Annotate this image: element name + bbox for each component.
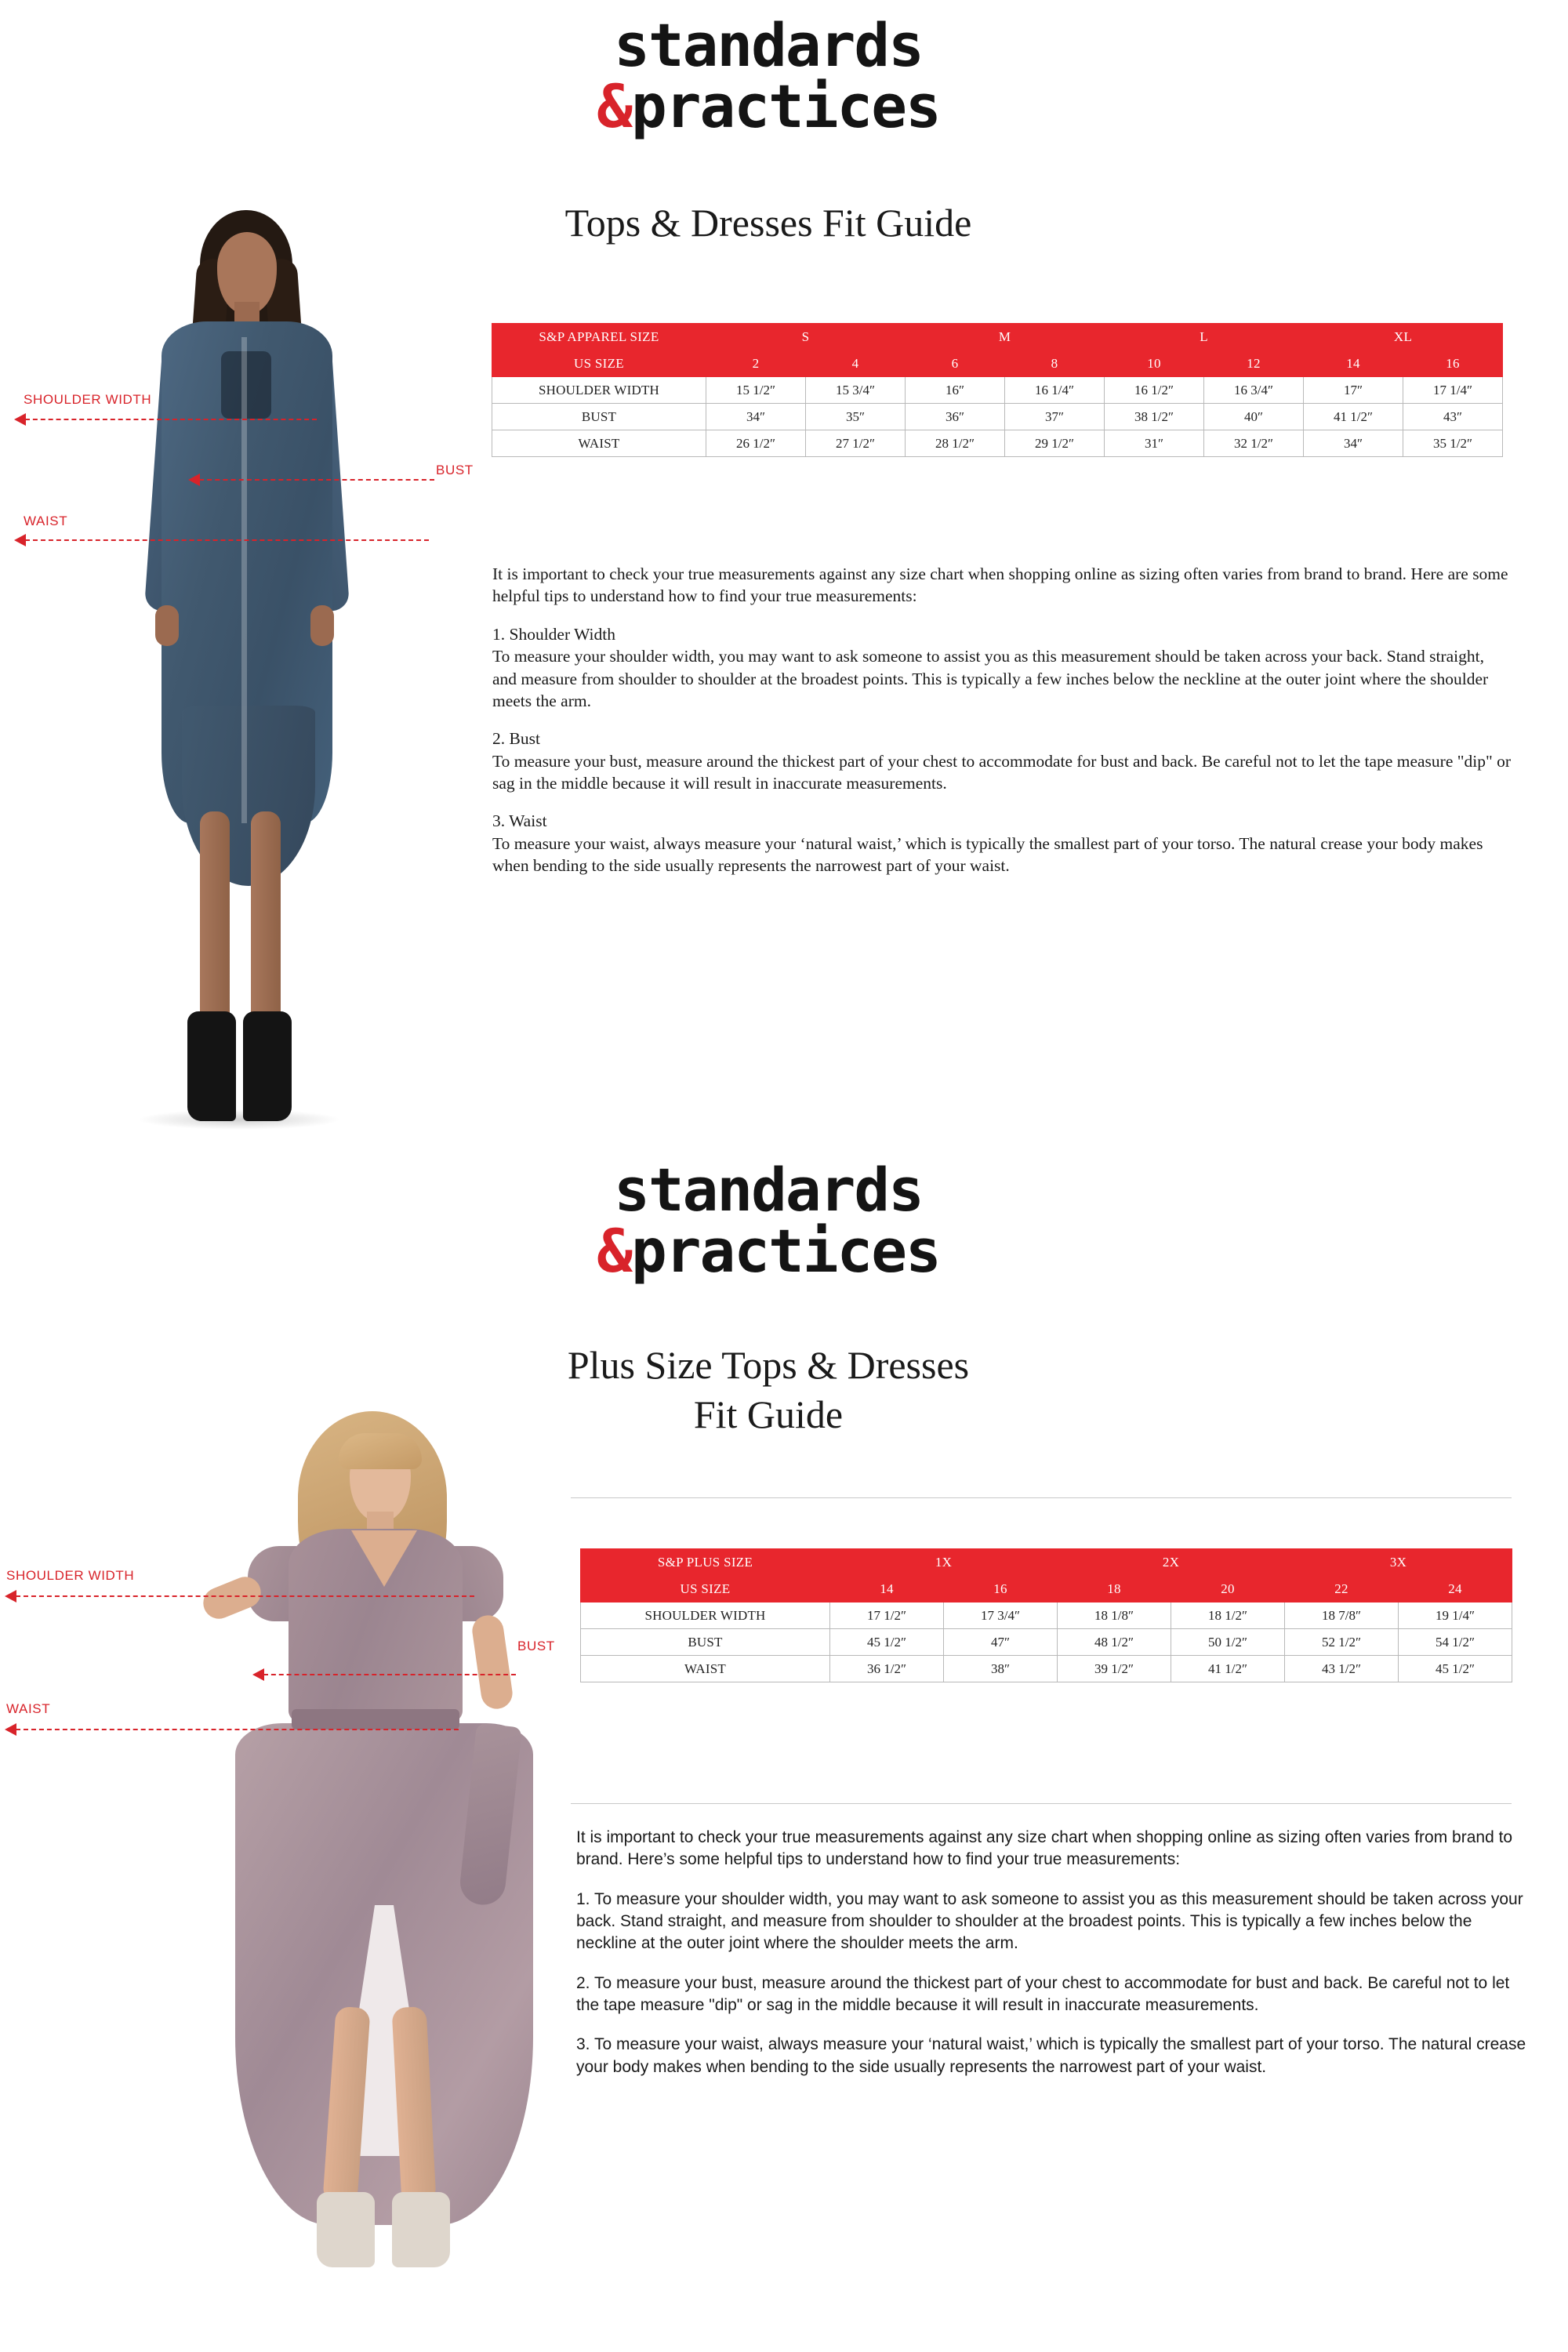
cell-shoulder-1: 15 3/4″ [806,377,906,404]
plus-us-size-20: 20 [1171,1576,1285,1602]
cell-shoulder-4: 16 1/2″ [1105,377,1204,404]
cell-bust-3: 37″ [1005,404,1105,430]
table-row-plus-waist [581,1656,1512,1682]
model2-left-shoe [317,2192,375,2267]
annotation-arrow-shoulder-2 [5,1590,16,1602]
header-size-m: M [906,324,1105,350]
plus-us-size-18: 18 [1058,1576,1171,1602]
header-size-3x: 3X [1285,1549,1512,1576]
header-us-size: US SIZE [492,350,706,377]
model2-right-arm [470,1613,514,1711]
section2-divider-top [571,1497,1512,1498]
annotation-bust-2: BUST [517,1639,555,1653]
section2-title-line1: Plus Size Tops & Dresses [567,1343,970,1387]
cell-bust-5: 40″ [1204,404,1304,430]
annotation-waist-1: WAIST [24,514,68,528]
cell-shoulder-3: 16 1/4″ [1005,377,1105,404]
brand-logo-line2-bottom [486,1216,1051,1286]
cell-waist-1: 27 1/2″ [806,430,906,457]
row-label-plus-bust: BUST [581,1629,830,1656]
model2-right-shoe [392,2192,450,2267]
row-label-bust: BUST [492,404,706,430]
section2-divider-bottom [571,1803,1512,1804]
annotation-waist-2: WAIST [6,1701,51,1716]
plus-cell-waist-4: 43 1/2″ [1285,1656,1399,1682]
plus-cell-shoulder-0: 17 1/2″ [830,1602,944,1629]
section1-tip1-body: To measure your shoulder width, you may want to ask someone to assist you as this measurement should be taken across your back. Stand straight, and measure from shoulder to shoulder at the broadest points. This is typically a few inches below the neckline at the outer joint where the shoulder meets the arm. [492,647,1489,710]
cell-shoulder-7: 17 1/4″ [1403,377,1503,404]
plus-cell-waist-1: 38″ [944,1656,1058,1682]
cell-bust-1: 35″ [806,404,906,430]
table-row-bust [492,404,1503,430]
cell-waist-2: 28 1/2″ [906,430,1005,457]
cell-waist-7: 35 1/2″ [1403,430,1503,457]
model2-waist-belt [292,1709,459,1730]
cell-shoulder-2: 16″ [906,377,1005,404]
cell-waist-0: 26 1/2″ [706,430,806,457]
section1-intro: It is important to check your true measurements against any size chart when shopping online as sizing often varies from brand to brand. Here are some helpful tips to understand how to find your true measurements: [492,564,1508,606]
us-size-16: 16 [1403,350,1503,377]
us-size-4: 4 [806,350,906,377]
brand-logo-top [486,10,1051,141]
table-row-plus-shoulder-width [581,1602,1512,1629]
row-label-shoulder-width: SHOULDER WIDTH [492,377,706,404]
section2-title-line2: Fit Guide [693,1392,844,1436]
plus-cell-shoulder-1: 17 3/4″ [944,1602,1058,1629]
cell-bust-4: 38 1/2″ [1105,404,1204,430]
cell-waist-6: 34″ [1304,430,1403,457]
plus-cell-shoulder-3: 18 1/2″ [1171,1602,1285,1629]
plus-us-size-16: 16 [944,1576,1058,1602]
model2-v-neckline [351,1530,417,1587]
brand-logo-line1: standards [614,10,923,80]
size-table-plus [580,1548,1512,1682]
table-row-plus-bust [581,1629,1512,1656]
header-plus-size: S&P PLUS SIZE [581,1549,830,1576]
size-table-straight [492,323,1503,457]
plus-cell-bust-5: 54 1/2″ [1399,1629,1512,1656]
us-size-2: 2 [706,350,806,377]
section1-body-copy [492,563,1512,877]
annotation-line-shoulder-2 [16,1595,474,1597]
cell-shoulder-0: 15 1/2″ [706,377,806,404]
cell-bust-7: 43″ [1403,404,1503,430]
cell-shoulder-5: 16 3/4″ [1204,377,1304,404]
annotation-arrow-bust-2 [252,1668,264,1681]
plus-cell-waist-2: 39 1/2″ [1058,1656,1171,1682]
plus-cell-waist-0: 36 1/2″ [830,1656,944,1682]
section2-tip2: 2. To measure your bust, measure around the thickest part of your chest to accommodate for bust and back. Be careful not to let the tape measure "dip" or sag in the middle because it will result in inaccurate measurements. [576,1973,1510,2015]
plus-cell-shoulder-4: 18 7/8″ [1285,1602,1399,1629]
model2-hair-front [339,1433,422,1469]
table-row-shoulder-width [492,377,1503,404]
us-size-10: 10 [1105,350,1204,377]
plus-cell-bust-3: 50 1/2″ [1171,1629,1285,1656]
section1-title: Tops & Dresses Fit Guide [564,201,972,245]
table-row-plus-size [581,1549,1512,1576]
brand-logo-line2 [486,71,1051,141]
section1-tip3-heading: 3. Waist [492,811,547,831]
section2-tip3: 3. To measure your waist, always measure your ‘natural waist,’ which is typically the smallest part of your torso. The natural crease your body makes when bending to the side usually represents the narrowest part of your waist. [576,2035,1526,2076]
model-photo-plus-size [0,0,564,2352]
plus-cell-bust-4: 52 1/2″ [1285,1629,1399,1656]
header-size-1x: 1X [830,1549,1058,1576]
annotation-line-bust-2 [263,1674,516,1675]
cell-bust-0: 34″ [706,404,806,430]
section1-tip2-heading: 2. Bust [492,729,540,749]
cell-waist-5: 32 1/2″ [1204,430,1304,457]
header-plus-us-size: US SIZE [581,1576,830,1602]
plus-cell-shoulder-2: 18 1/8″ [1058,1602,1171,1629]
model2-left-arm [198,1572,265,1624]
plus-cell-waist-3: 41 1/2″ [1171,1656,1285,1682]
brand-logo-line1-bottom: standards [614,1155,923,1225]
us-size-6: 6 [906,350,1005,377]
annotation-bust-1: BUST [436,463,474,477]
plus-cell-waist-5: 45 1/2″ [1399,1656,1512,1682]
brand-logo-word: practices [630,71,940,141]
us-size-14: 14 [1304,350,1403,377]
section1-tip1-heading: 1. Shoulder Width [492,624,615,644]
plus-us-size-22: 22 [1285,1576,1399,1602]
table-row-apparel-size [492,324,1503,350]
cell-shoulder-6: 17″ [1304,377,1403,404]
table-row-plus-us-size [581,1576,1512,1602]
plus-us-size-24: 24 [1399,1576,1512,1602]
header-size-l: L [1105,324,1304,350]
table-row-waist [492,430,1503,457]
header-size-s: S [706,324,906,350]
us-size-12: 12 [1204,350,1304,377]
annotation-line-waist-2 [16,1729,459,1730]
table-row-us-size [492,350,1503,377]
section1-tip3-body: To measure your waist, always measure your ‘natural waist,’ which is typically the smallest part of your torso. The natural crease your body makes when bending to the side usually represents the narrowest part of your waist. [492,833,1483,876]
cell-bust-2: 36″ [906,404,1005,430]
cell-waist-3: 29 1/2″ [1005,430,1105,457]
header-apparel-size: S&P APPAREL SIZE [492,324,706,350]
section2-tip1: 1. To measure your shoulder width, you may want to ask someone to assist you as this measurement should be taken across your back. Stand straight, and measure from shoulder to shoulder at the broadest points. This is typically a few inches below the neckline at the outer joint where the shoulder meets the arm. [576,1889,1523,1953]
cell-waist-4: 31″ [1105,430,1204,457]
plus-cell-bust-0: 45 1/2″ [830,1629,944,1656]
annotation-shoulder-width-2: SHOULDER WIDTH [6,1568,135,1583]
section1-tip2-body: To measure your bust, measure around the thickest part of your chest to accommodate for bust and back. Be careful not to let the tape measure "dip" or sag in the middle because it will result in inaccurate measurements. [492,751,1512,793]
brand-ampersand-bottom: & [597,1216,631,1286]
row-label-waist: WAIST [492,430,706,457]
plus-cell-shoulder-5: 19 1/4″ [1399,1602,1512,1629]
section2-body-copy [576,1827,1529,2078]
header-size-xl: XL [1304,324,1503,350]
row-label-plus-waist: WAIST [581,1656,830,1682]
brand-logo-word-bottom: practices [630,1216,940,1286]
section2-title [486,1341,1051,1439]
plus-us-size-14: 14 [830,1576,944,1602]
plus-cell-bust-2: 48 1/2″ [1058,1629,1171,1656]
section2-intro: It is important to check your true measurements against any size chart when shopping online as sizing often varies from brand to brand. Here’s some helpful tips to understand how to find your true measurements: [576,1828,1513,1869]
us-size-8: 8 [1005,350,1105,377]
row-label-plus-shoulder-width: SHOULDER WIDTH [581,1602,830,1629]
annotation-shoulder-width-1: SHOULDER WIDTH [24,392,152,407]
cell-bust-6: 41 1/2″ [1304,404,1403,430]
annotation-arrow-waist-2 [5,1723,16,1736]
brand-ampersand: & [597,71,631,141]
brand-logo-bottom [486,1155,1051,1286]
plus-cell-bust-1: 47″ [944,1629,1058,1656]
header-size-2x: 2X [1058,1549,1285,1576]
